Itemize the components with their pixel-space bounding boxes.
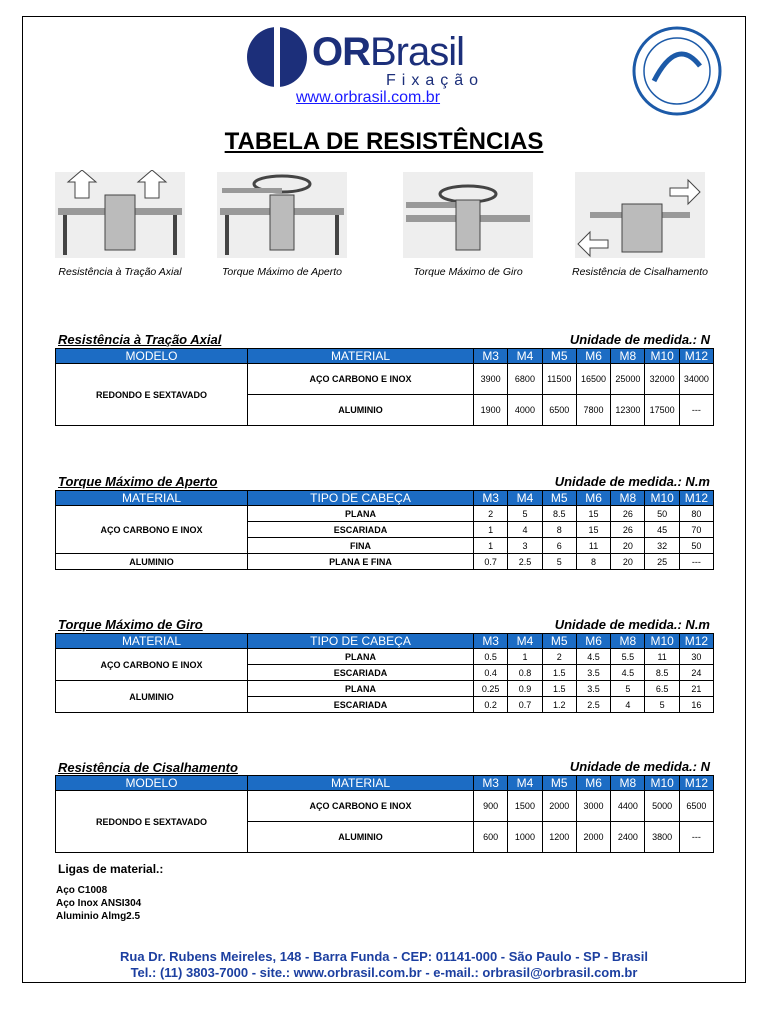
table-header: MODELO MATERIAL M3 M4 M5 M6 M8 M10 M12 [56, 349, 714, 364]
section-title-giro: Torque Máximo de Giro [58, 617, 203, 632]
unit-aperto: Unidade de medida.: N.m [554, 474, 710, 489]
table-row: ESCARIADA 0.2 0.7 1.2 2.5 4 5 16 [56, 697, 714, 713]
table-row: ESCARIADA 0.4 0.8 1.5 3.5 4.5 8.5 24 [56, 665, 714, 681]
page-title: TABELA DE RESISTÊNCIAS [224, 128, 544, 155]
col-material: MATERIAL [248, 349, 474, 364]
table-header: MATERIAL TIPO DE CABEÇA M3 M4 M5 M6 M8 M10 M12 [56, 634, 714, 649]
col-modelo: MODELO [56, 349, 248, 364]
table-row: AÇO CARBONO E INOX PLANA 0.5 1 2 4.5 5.5 11 30 [56, 649, 714, 665]
table-cisalhamento [55, 775, 714, 853]
section-title-tracao: Resistência à Tração Axial [58, 332, 222, 347]
website-link[interactable]: www.orbrasil.com.br [296, 89, 441, 106]
figure-aperto: Torque Máximo de Aperto [212, 170, 352, 279]
unit-cisalhamento: Unidade de medida.: N [569, 759, 710, 774]
section-title-aperto: Torque Máximo de Aperto [58, 474, 218, 489]
footer-address: Rua Dr. Rubens Meireles, 148 - Barra Funda - CEP: 01141-000 - São Paulo - SP - Brasil [120, 949, 648, 964]
abnt-certification-seal [632, 26, 722, 116]
table-row: ALUMINIO 600 1000 1200 2000 2400 3800 --- [56, 822, 714, 853]
list-item: Aluminio Almg2.5 [56, 911, 141, 922]
brand-subtitle: Fixação [386, 72, 485, 89]
table-row: ALUMINIO PLANA 0.25 0.9 1.5 3.5 5 6.5 21 [56, 681, 714, 697]
table-header: MATERIAL TIPO DE CABEÇA M3 M4 M5 M6 M8 M10 M12 [56, 491, 714, 506]
brand-name: ORBrasil [312, 30, 465, 74]
tightening-torque-diagram-icon [212, 170, 352, 260]
section-title-cisalhamento: Resistência de Cisalhamento [58, 760, 238, 775]
table-header: MODELO MATERIAL M3 M4 M5 M6 M8 M10 M12 [56, 776, 714, 791]
table-row: AÇO CARBONO E INOX PLANA 2 5 8.5 15 26 50 80 [56, 506, 714, 522]
tension-diagram-icon [50, 170, 190, 260]
table-aperto [55, 490, 714, 570]
table-row: ALUMINIO PLANA E FINA 0.7 2.5 5 8 20 25 --- [56, 554, 714, 570]
list-item: Aço C1008 [56, 885, 108, 896]
ligas-list [56, 884, 141, 923]
table-giro [55, 633, 714, 713]
shear-diagram-icon [570, 170, 710, 260]
list-item: Aço Inox ANSI304 [56, 898, 142, 909]
table-tracao [55, 348, 714, 426]
orbrasil-logo [246, 24, 516, 94]
figure-cisalhamento: Resistência de Cisalhamento [570, 170, 710, 279]
table-row: ESCARIADA 1 4 8 15 26 45 70 [56, 522, 714, 538]
table-row: REDONDO E SEXTAVADO AÇO CARBONO E INOX 900 1500 2000 3000 4400 5000 6500 [56, 791, 714, 822]
figure-giro: Torque Máximo de Giro [398, 170, 538, 279]
spin-torque-diagram-icon [398, 170, 538, 260]
table-row: FINA 1 3 6 11 20 32 50 [56, 538, 714, 554]
logo-globe-icon [246, 26, 308, 88]
table-row: REDONDO E SEXTAVADO AÇO CARBONO E INOX 3900 6800 11500 16500 25000 32000 34000 [56, 364, 714, 395]
unit-tracao: Unidade de medida.: N [569, 332, 710, 347]
ligas-title: Ligas de material.: [58, 862, 164, 876]
footer-contact: Tel.: (11) 3803-7000 - site.: www.orbrasil.com.br - e-mail.: orbrasil@orbrasil.com.br [130, 965, 638, 980]
table-row: ALUMINIO 1900 4000 6500 7800 12300 17500 --- [56, 395, 714, 426]
unit-giro: Unidade de medida.: N.m [554, 617, 710, 632]
figure-tracao: Resistência à Tração Axial [50, 170, 190, 279]
